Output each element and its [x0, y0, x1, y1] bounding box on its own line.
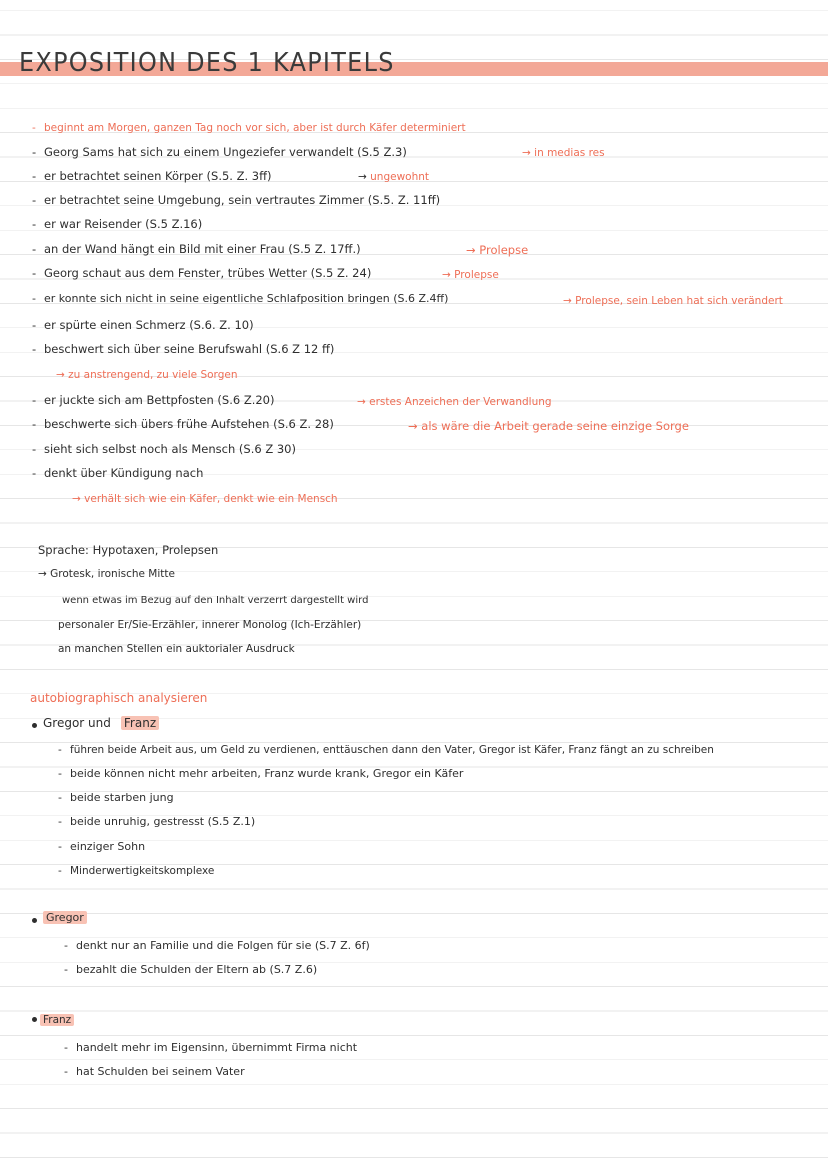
bullet-icon [32, 918, 37, 923]
section-heading: autobiographisch analysieren [30, 691, 208, 705]
language-title: Sprache: Hypotaxen, Prolepsen [38, 543, 219, 557]
dash-icon: - [32, 442, 37, 456]
bullet-icon [32, 723, 37, 728]
list-item: - Georg schaut aus dem Fenster, trübes Wetter (S.5 Z. 24) [32, 266, 372, 280]
dash-icon: - [32, 292, 36, 305]
list-item: - er war Reisender (S.5 Z.16) [32, 217, 203, 231]
dash-icon: - [58, 865, 62, 877]
note-in-medias-res: → in medias res [522, 147, 605, 159]
list-item: - er spürte einen Schmerz (S.6. Z. 10) [32, 318, 254, 332]
list-item: - an der Wand hängt ein Bild mit einer Frau (S.5 Z. 17ff.) [32, 242, 361, 256]
list-item: - er betrachtet seine Umgebung, sein vertrautes Zimmer (S.5. Z. 11ff) [32, 193, 441, 207]
list-item: - handelt mehr im Eigensinn, übernimmt Firma nicht [64, 1041, 358, 1054]
list-item: - bezahlt die Schulden der Eltern ab (S.7 Z.6) [64, 963, 318, 976]
note-leben-veraendert: → Prolepse, sein Leben hat sich verändert [563, 295, 783, 307]
note-prolepse: → Prolepse [466, 243, 529, 257]
list-item: - er betrachtet seinen Körper (S.5. Z. 3ff) [32, 169, 272, 183]
dash-icon: - [32, 217, 37, 231]
grotesk-line: → Grotesk, ironische Mitte [38, 568, 175, 580]
list-item: - einziger Sohn [58, 840, 146, 853]
list-item: - führen beide Arbeit aus, um Geld zu verdienen, enttäuschen dann den Vater, Gregor ist Käfer, Franz fängt an zu schreiben [58, 744, 714, 756]
list-item: - beide starben jung [58, 791, 174, 804]
list-item: - beide können nicht mehr arbeiten, Franz wurde krank, Gregor ein Käfer [58, 767, 464, 780]
note-anstrengend: → zu anstrengend, zu viele Sorgen [56, 369, 238, 381]
arrow-right-icon: → [357, 396, 366, 408]
dash-icon: - [32, 318, 37, 332]
arrow-right-icon: → [563, 295, 572, 307]
note-ungewohnt: → ungewohnt [358, 171, 430, 183]
list-item: - beschwert sich über seine Berufswahl (S.6 Z 12 ff) [32, 342, 335, 356]
list-item: - sieht sich selbst noch als Mensch (S.6 Z 30) [32, 442, 296, 456]
list-item: - beide unruhig, gestresst (S.5 Z.1) [58, 815, 256, 828]
list-item: - denkt über Kündigung nach [32, 466, 204, 480]
dash-icon: - [58, 840, 62, 853]
list-item: - Georg Sams hat sich zu einem Ungeziefer verwandelt (S.5 Z.3) [32, 145, 407, 159]
note-kaefer-mensch: → verhält sich wie ein Käfer, denkt wie ein Mensch [72, 493, 338, 505]
grotesk-detail: wenn etwas im Bezug auf den Inhalt verzerrt dargestellt wird [62, 595, 369, 606]
subheading-gregor-franz: Gregor und Franz [43, 716, 159, 730]
arrow-right-icon: → [408, 419, 418, 433]
dash-icon: - [58, 815, 62, 828]
dash-icon: - [32, 169, 37, 183]
dash-icon: - [58, 767, 62, 780]
dash-icon: - [32, 242, 37, 256]
arrow-right-icon: → [72, 493, 81, 505]
list-item: - beginnt am Morgen, ganzen Tag noch vor sich, aber ist durch Käfer determiniert [32, 122, 466, 134]
dash-icon: - [32, 393, 37, 407]
list-item: - er juckte sich am Bettpfosten (S.6 Z.20) [32, 393, 275, 407]
dash-icon: - [64, 963, 68, 976]
dash-icon: - [64, 1065, 68, 1078]
arrow-right-icon: → [442, 269, 451, 281]
page-title: EXPOSITION DES 1 KAPITELS [19, 48, 395, 78]
arrow-right-icon: → [358, 171, 367, 183]
arrow-right-icon: → [522, 147, 531, 159]
note-einzige-sorge: → als wäre die Arbeit gerade seine einzige Sorge [408, 419, 689, 433]
list-item: - Minderwertigkeitskomplexe [58, 865, 215, 877]
dash-icon: - [32, 193, 37, 207]
dash-icon: - [64, 939, 68, 952]
bullet-icon [32, 1017, 37, 1022]
arrow-right-icon: → [466, 243, 476, 257]
grotesk-detail: personaler Er/Sie-Erzähler, innerer Monolog (Ich-Erzähler) [58, 619, 362, 631]
dash-icon: - [32, 466, 37, 480]
list-item: - hat Schulden bei seinem Vater [64, 1065, 245, 1078]
dash-icon: - [64, 1041, 68, 1054]
subheading-gregor: Gregor [43, 911, 87, 925]
grotesk-detail: an manchen Stellen ein auktorialer Ausdruck [58, 643, 295, 655]
dash-icon: - [32, 122, 36, 134]
note-prolepse: → Prolepse [442, 269, 499, 281]
list-item: - denkt nur an Familie und die Folgen für sie (S.7 Z. 6f) [64, 939, 370, 952]
dash-icon: - [32, 342, 37, 356]
list-item: - er konnte sich nicht in seine eigentliche Schlafposition bringen (S.6 Z.4ff) [32, 292, 449, 305]
list-item: - beschwerte sich übers frühe Aufstehen (S.6 Z. 28) [32, 417, 334, 431]
dash-icon: - [32, 145, 37, 159]
subheading-franz: Franz [40, 1013, 74, 1027]
dash-icon: - [32, 417, 37, 431]
note-verwandlung: → erstes Anzeichen der Verwandlung [357, 396, 552, 408]
arrow-right-icon: → [38, 568, 47, 580]
arrow-right-icon: → [56, 369, 65, 381]
dash-icon: - [32, 266, 37, 280]
dash-icon: - [58, 791, 62, 804]
dash-icon: - [58, 744, 62, 756]
